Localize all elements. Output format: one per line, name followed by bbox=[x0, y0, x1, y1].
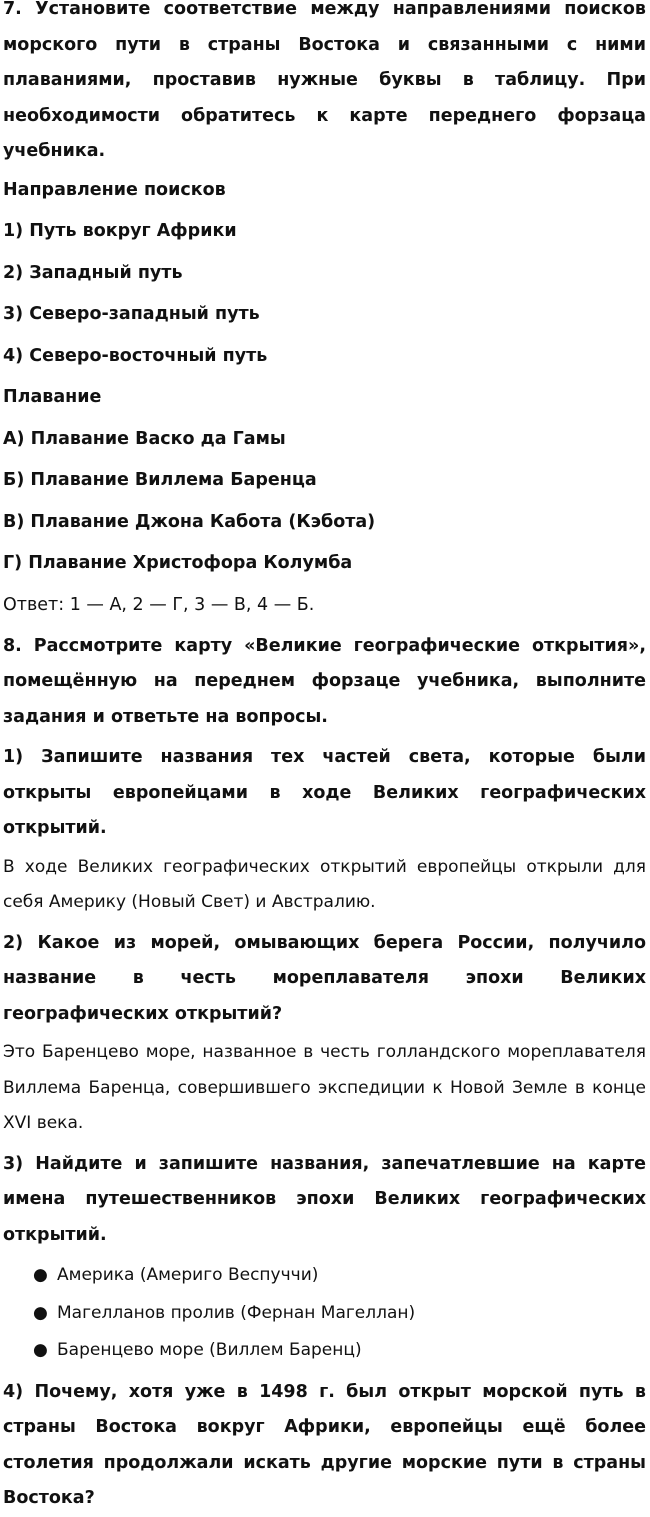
list-item-text: Америка (Америго Веспуччи) bbox=[57, 1265, 319, 1285]
direction-item: 3) Северо-западный путь bbox=[3, 304, 260, 324]
direction-item: 1) Путь вокруг Африки bbox=[3, 221, 237, 241]
voyage-item: А) Плавание Васко да Гамы bbox=[3, 428, 286, 449]
question-7-answer: Ответ: 1 — А, 2 — Г, 3 — В, 4 — Б. bbox=[3, 594, 315, 615]
directions-heading: Направление поисков bbox=[3, 179, 226, 200]
subquestion-3: 3) Найдите и запишите названия, запечатлевшие на карте имена путешественников эпохи Великих географических открытий. bbox=[3, 1153, 646, 1245]
list-item bbox=[33, 1332, 646, 1370]
bullet-icon: ● bbox=[33, 1265, 48, 1285]
subquestion-2-answer: Это Баренцево море, названное в честь голландского мореплавателя Виллема Баренца, совершившего экспедиции к Новой Земле в конце XVI века. bbox=[3, 1042, 646, 1133]
voyage-item: Б) Плавание Виллема Баренца bbox=[3, 470, 317, 490]
question-8-text: 8. Рассмотрите карту «Великие географические открытия», помещённую на переднем форзаце учебника, выполните задания и ответьте на вопросы. bbox=[3, 635, 646, 727]
subquestion-3-list bbox=[3, 1257, 646, 1370]
question-7-text: 7. Установите соответствие между направлениями поисков морского пути в страны Востока и связанными с ними плаваниями, проставив нужные буквы в таблицу. При необходимости обратитесь к карте переднего форзаца учебника. bbox=[3, 0, 646, 161]
list-item-text: Магелланов пролив (Фернан Магеллан) bbox=[57, 1302, 416, 1323]
subquestion-4: 4) Почему, хотя уже в 1498 г. был открыт морской путь в страны Востока вокруг Африки, европейцы ещё более столетия продолжали искать другие морские пути в страны Востока? bbox=[3, 1381, 646, 1508]
direction-item: 4) Северо-восточный путь bbox=[3, 345, 268, 366]
voyage-item: В) Плавание Джона Кабота (Кэбота) bbox=[3, 511, 376, 532]
subquestion-2: 2) Какое из морей, омывающих берега России, получило название в честь мореплавателя эпохи Великих географических открытий? bbox=[3, 932, 646, 1024]
voyages-heading: Плавание bbox=[3, 387, 102, 407]
list-item bbox=[33, 1257, 646, 1295]
bullet-icon: ● bbox=[33, 1302, 48, 1323]
bullet-icon: ● bbox=[33, 1340, 48, 1360]
subquestion-1-answer: В ходе Великих географических открытий европейцы открыли для себя Америку (Новый Свет) и Австралию. bbox=[3, 856, 646, 912]
subquestion-1: 1) Запишите названия тех частей света, которые были открыты европейцами в ходе Великих географических открытий. bbox=[3, 747, 646, 838]
list-item bbox=[33, 1295, 646, 1333]
voyage-item: Г) Плавание Христофора Колумба bbox=[3, 553, 353, 573]
direction-item: 2) Западный путь bbox=[3, 262, 183, 283]
list-item-text: Баренцево море (Виллем Баренц) bbox=[57, 1340, 362, 1360]
